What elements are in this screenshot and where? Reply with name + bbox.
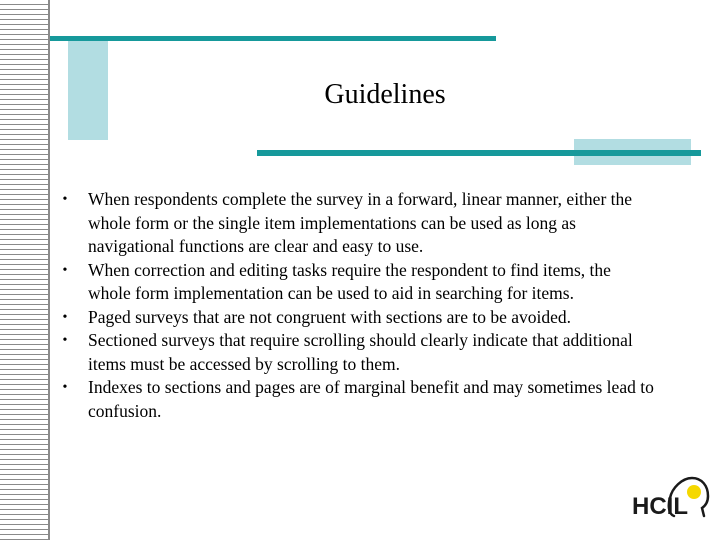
- bullet-dot: •: [62, 333, 68, 348]
- bullet-item: [58, 376, 658, 423]
- bullet-item: [58, 306, 658, 330]
- left-stripe-pattern: [0, 0, 50, 540]
- logo-yellow-dot: [687, 485, 701, 499]
- bullet-text: Sectioned surveys that require scrolling should clearly indicate that additional items must be accessed by scrolling to them.: [88, 330, 633, 374]
- bullet-text: When respondents complete the survey in a forward, linear manner, either the whole form or the single item implementations can be used as long as navigational functions are clear and easy to use.: [88, 189, 633, 256]
- bullet-text: When correction and editing tasks require the respondent to find items, the whole form implementation can be used to aid in searching for items.: [88, 259, 611, 303]
- bullet-text: Indexes to sections and pages are of marginal benefit and may sometimes lead to confusion.: [88, 377, 654, 421]
- bullet-dot: •: [62, 380, 68, 395]
- top-left-accent-block: [68, 36, 108, 140]
- hcil-logo: [630, 470, 712, 522]
- bullet-dot: •: [62, 192, 68, 207]
- logo-text: HCIL: [632, 493, 688, 520]
- bullet-dot: •: [62, 262, 68, 278]
- top-accent-line: [50, 36, 496, 41]
- bullet-list: [58, 188, 658, 423]
- bullet-item: [58, 259, 658, 306]
- bullet-item: [58, 188, 658, 259]
- bullet-text: Paged surveys that are not congruent with sections are to be avoided.: [88, 306, 572, 327]
- title-underline: [257, 150, 701, 156]
- bullet-item: [58, 329, 658, 376]
- slide-title: Guidelines: [324, 79, 446, 110]
- bullet-dot: •: [62, 309, 68, 325]
